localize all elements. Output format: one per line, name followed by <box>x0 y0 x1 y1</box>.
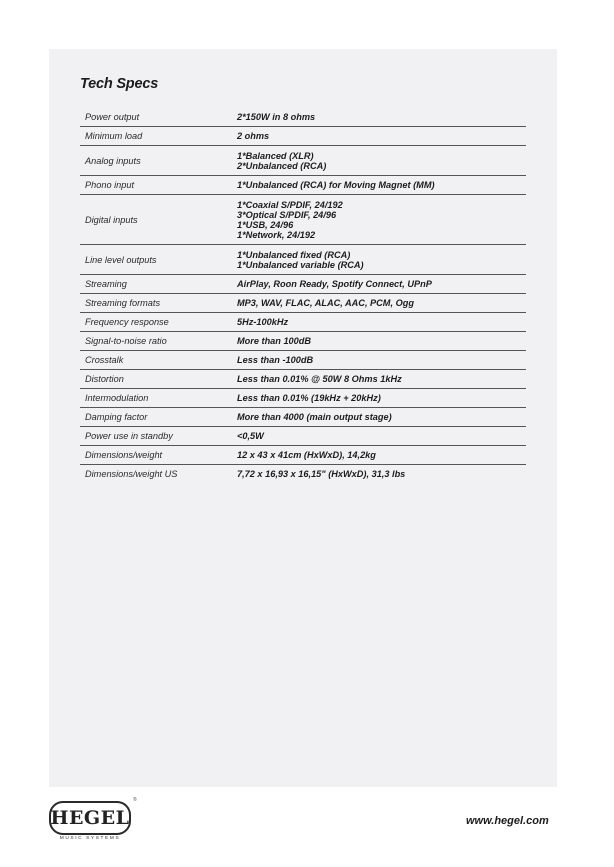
spec-label: Analog inputs <box>85 155 141 166</box>
page-title: Tech Specs <box>80 76 159 92</box>
spec-row <box>80 108 526 127</box>
spec-value <box>237 195 526 245</box>
spec-value-line: Less than -100dB <box>237 355 314 365</box>
spec-label: Frequency response <box>85 317 169 327</box>
spec-label: Minimum load <box>85 131 143 141</box>
spec-value <box>237 446 526 465</box>
spec-value <box>237 408 526 427</box>
spec-value-line: More than 100dB <box>237 336 312 346</box>
spec-value-line: Less than 0.01% (19kHz + 20kHz) <box>237 393 381 403</box>
spec-value <box>237 127 526 146</box>
spec-value-line: More than 4000 (main output stage) <box>237 412 392 422</box>
spec-value-line: 2 ohms <box>237 131 270 141</box>
registered-mark-icon: ® <box>133 797 137 803</box>
spec-label: Crosstalk <box>85 355 124 365</box>
spec-row <box>80 195 526 245</box>
spec-label: Distortion <box>85 374 124 384</box>
spec-label: Signal-to-noise ratio <box>85 336 167 346</box>
spec-row <box>80 465 526 484</box>
spec-label: Streaming <box>85 279 127 289</box>
spec-value-line: 7,72 x 16,93 x 16,15" (HxWxD), 31,3 lbs <box>237 469 406 479</box>
spec-value-line: AirPlay, Roon Ready, Spotify Connect, UPnP <box>237 279 432 289</box>
spec-row <box>80 146 526 176</box>
spec-value <box>237 427 526 446</box>
spec-value <box>237 176 526 195</box>
spec-row <box>80 127 526 146</box>
spec-value-line: 1*Unbalanced (RCA) for Moving Magnet (MM) <box>237 180 435 190</box>
spec-value <box>237 370 526 389</box>
spec-label: Digital inputs <box>85 214 138 225</box>
spec-value <box>237 465 526 484</box>
spec-value <box>237 146 526 176</box>
spec-row <box>80 275 526 294</box>
specs-table <box>80 108 526 483</box>
spec-value-line: <0,5W <box>237 431 264 441</box>
hegel-logo <box>49 801 131 835</box>
spec-value-line: 1*Coaxial S/PDIF, 24/192 <box>237 199 343 210</box>
spec-value <box>237 351 526 370</box>
spec-row <box>80 245 526 275</box>
spec-label: Dimensions/weight <box>85 450 163 460</box>
spec-value-line: 2*Unbalanced (RCA) <box>237 160 327 171</box>
spec-value <box>237 294 526 313</box>
spec-label: Intermodulation <box>85 393 149 403</box>
spec-value-line: 12 x 43 x 41cm (HxWxD), 14,2kg <box>237 450 376 460</box>
logo-tagline: MUSIC SYSTEMS <box>59 836 121 841</box>
spec-row <box>80 176 526 195</box>
spec-value-line: 1*USB, 24/96 <box>237 219 294 230</box>
spec-value <box>237 313 526 332</box>
spec-value-line: 1*Unbalanced fixed (RCA) <box>237 249 351 260</box>
spec-value-line: 2*150W in 8 ohms <box>237 112 316 122</box>
spec-value <box>237 275 526 294</box>
spec-row <box>80 294 526 313</box>
spec-label: Dimensions/weight US <box>85 469 178 479</box>
spec-value-line: 5Hz-100kHz <box>237 317 289 327</box>
spec-value-line: MP3, WAV, FLAC, ALAC, AAC, PCM, Ogg <box>237 298 414 308</box>
spec-label: Power use in standby <box>85 431 173 441</box>
spec-value-line: 1*Network, 24/192 <box>237 229 316 240</box>
spec-row <box>80 351 526 370</box>
specs-table-body <box>80 108 526 483</box>
spec-label: Line level outputs <box>85 254 157 265</box>
spec-row <box>80 408 526 427</box>
spec-label: Streaming formats <box>85 298 161 308</box>
spec-row <box>80 389 526 408</box>
spec-value <box>237 108 526 127</box>
spec-row <box>80 446 526 465</box>
spec-value-line: 1*Balanced (XLR) <box>237 150 314 161</box>
spec-row <box>80 332 526 351</box>
logo-text: HEGEL <box>50 807 130 829</box>
spec-row <box>80 313 526 332</box>
spec-value-line: Less than 0.01% @ 50W 8 Ohms 1kHz <box>237 374 402 384</box>
spec-label: Power output <box>85 112 140 122</box>
spec-row <box>80 370 526 389</box>
spec-value-line: 3*Optical S/PDIF, 24/96 <box>237 209 337 220</box>
spec-value-line: 1*Unbalanced variable (RCA) <box>237 259 364 270</box>
spec-value <box>237 389 526 408</box>
spec-value <box>237 245 526 275</box>
spec-label: Phono input <box>85 180 135 190</box>
spec-label: Damping factor <box>85 412 148 422</box>
spec-value <box>237 332 526 351</box>
website-link[interactable]: www.hegel.com <box>466 815 549 827</box>
spec-row <box>80 427 526 446</box>
